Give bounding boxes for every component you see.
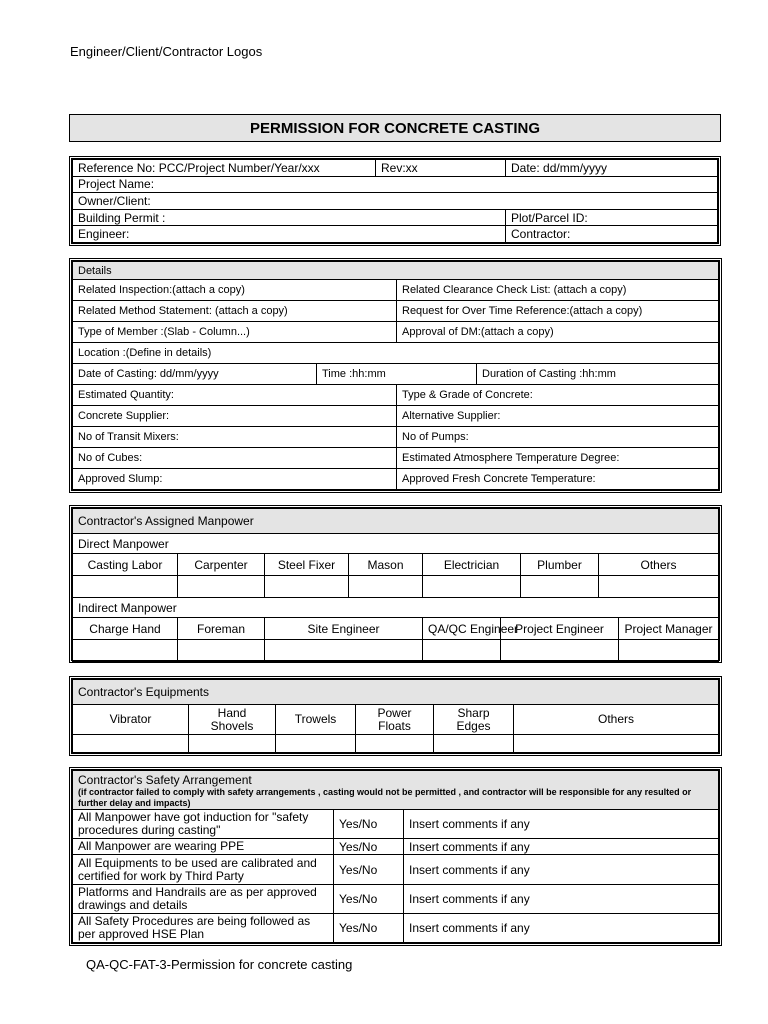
- equip-sharp-edges: Sharp Edges: [434, 705, 514, 735]
- safety-answer[interactable]: Yes/No: [334, 913, 404, 942]
- owner-client-field[interactable]: Owner/Client:: [73, 193, 718, 210]
- reference-field[interactable]: Reference No: PCC/Project Number/Year/xxx: [73, 160, 376, 177]
- equip-power-floats: Power Floats: [356, 705, 434, 735]
- equip-vibrator-count[interactable]: [73, 735, 189, 753]
- approval-dm-field[interactable]: Approval of DM:(attach a copy): [397, 322, 719, 343]
- safety-note: (if contractor failed to comply with safety arrangements , casting would not be permitted , and contractor will be responsible for any resulted or further delay and impacts): [78, 787, 692, 808]
- document-footer: QA-QC-FAT-3-Permission for concrete casting: [86, 957, 353, 972]
- safety-comment[interactable]: Insert comments if any: [404, 810, 719, 839]
- direct-manpower-label: Direct Manpower: [73, 534, 719, 554]
- approved-slump-field[interactable]: Approved Slump:: [73, 469, 397, 490]
- manpower-header: Contractor's Assigned Manpower: [73, 509, 719, 534]
- safety-answer[interactable]: Yes/No: [334, 855, 404, 884]
- indirect-qaqc-engineer: QA/QC Engineer: [423, 618, 501, 640]
- details-header: Details: [73, 262, 719, 280]
- equip-hand-shovels-count[interactable]: [189, 735, 276, 753]
- equipment-table: [69, 676, 722, 756]
- atmosphere-temp-field[interactable]: Estimated Atmosphere Temperature Degree:: [397, 448, 719, 469]
- details-table: [69, 258, 722, 493]
- date-field[interactable]: Date: dd/mm/yyyy: [506, 160, 718, 177]
- location-field[interactable]: Location :(Define in details): [73, 343, 719, 364]
- indirect-project-engineer-count[interactable]: [501, 640, 619, 662]
- indirect-qaqc-engineer-count[interactable]: [423, 640, 501, 662]
- safety-item: All Equipments to be used are calibrated and certified for work by Third Party: [73, 855, 334, 884]
- type-grade-field[interactable]: Type & Grade of Concrete:: [397, 385, 719, 406]
- safety-answer[interactable]: Yes/No: [334, 810, 404, 839]
- indirect-manpower-label: Indirect Manpower: [73, 598, 719, 618]
- related-clearance-field[interactable]: Related Clearance Check List: (attach a copy): [397, 280, 719, 301]
- indirect-project-manager-count[interactable]: [619, 640, 719, 662]
- equip-sharp-edges-count[interactable]: [434, 735, 514, 753]
- indirect-foreman-count[interactable]: [178, 640, 265, 662]
- plot-parcel-field[interactable]: Plot/Parcel ID:: [506, 209, 718, 226]
- safety-table: [69, 767, 722, 946]
- estimated-quantity-field[interactable]: Estimated Quantity:: [73, 385, 397, 406]
- direct-mason: Mason: [349, 554, 423, 576]
- project-name-field[interactable]: Project Name:: [73, 176, 718, 193]
- safety-header-cell: [73, 771, 719, 810]
- contractor-field[interactable]: Contractor:: [506, 226, 718, 243]
- direct-casting-labor-count[interactable]: [73, 576, 178, 598]
- type-of-member-field[interactable]: Type of Member :(Slab - Column...): [73, 322, 397, 343]
- related-method-field[interactable]: Related Method Statement: (attach a copy): [73, 301, 397, 322]
- equip-hand-shovels: Hand Shovels: [189, 705, 276, 735]
- direct-steel-fixer-count[interactable]: [265, 576, 349, 598]
- logos-placeholder: Engineer/Client/Contractor Logos: [70, 44, 263, 59]
- safety-header: Contractor's Safety Arrangement: [78, 773, 252, 787]
- fresh-concrete-temp-field[interactable]: Approved Fresh Concrete Temperature:: [397, 469, 719, 490]
- indirect-project-manager: Project Manager: [619, 618, 719, 640]
- safety-answer[interactable]: Yes/No: [334, 884, 404, 913]
- safety-comment[interactable]: Insert comments if any: [404, 855, 719, 884]
- indirect-project-engineer: Project Engineer: [501, 618, 619, 640]
- duration-field[interactable]: Duration of Casting :hh:mm: [477, 364, 719, 385]
- direct-others-count[interactable]: [599, 576, 719, 598]
- engineer-field[interactable]: Engineer:: [73, 226, 506, 243]
- safety-item: Platforms and Handrails are as per approved drawings and details: [73, 884, 334, 913]
- direct-casting-labor: Casting Labor: [73, 554, 178, 576]
- direct-electrician-count[interactable]: [423, 576, 521, 598]
- equip-trowels-count[interactable]: [276, 735, 356, 753]
- manpower-table: [69, 505, 722, 663]
- safety-item: All Safety Procedures are being followed as per approved HSE Plan: [73, 913, 334, 942]
- indirect-site-engineer-count[interactable]: [265, 640, 423, 662]
- direct-steel-fixer: Steel Fixer: [265, 554, 349, 576]
- transit-mixers-field[interactable]: No of Transit Mixers:: [73, 427, 397, 448]
- pumps-field[interactable]: No of Pumps:: [397, 427, 719, 448]
- direct-carpenter-count[interactable]: [178, 576, 265, 598]
- indirect-charge-hand-count[interactable]: [73, 640, 178, 662]
- concrete-supplier-field[interactable]: Concrete Supplier:: [73, 406, 397, 427]
- direct-others: Others: [599, 554, 719, 576]
- equip-power-floats-count[interactable]: [356, 735, 434, 753]
- page-title: PERMISSION FOR CONCRETE CASTING: [69, 114, 721, 142]
- building-permit-field[interactable]: Building Permit :: [73, 209, 506, 226]
- project-info-table: [69, 156, 721, 246]
- rev-field[interactable]: Rev:xx: [376, 160, 506, 177]
- safety-comment[interactable]: Insert comments if any: [404, 884, 719, 913]
- alternative-supplier-field[interactable]: Alternative Supplier:: [397, 406, 719, 427]
- cubes-field[interactable]: No of Cubes:: [73, 448, 397, 469]
- time-field[interactable]: Time :hh:mm: [317, 364, 477, 385]
- indirect-charge-hand: Charge Hand: [73, 618, 178, 640]
- direct-plumber-count[interactable]: [521, 576, 599, 598]
- direct-carpenter: Carpenter: [178, 554, 265, 576]
- safety-answer[interactable]: Yes/No: [334, 839, 404, 855]
- related-inspection-field[interactable]: Related Inspection:(attach a copy): [73, 280, 397, 301]
- safety-comment[interactable]: Insert comments if any: [404, 839, 719, 855]
- safety-item: All Manpower are wearing PPE: [73, 839, 334, 855]
- indirect-foreman: Foreman: [178, 618, 265, 640]
- direct-plumber: Plumber: [521, 554, 599, 576]
- direct-mason-count[interactable]: [349, 576, 423, 598]
- equip-vibrator: Vibrator: [73, 705, 189, 735]
- indirect-site-engineer: Site Engineer: [265, 618, 423, 640]
- overtime-request-field[interactable]: Request for Over Time Reference:(attach a copy): [397, 301, 719, 322]
- safety-comment[interactable]: Insert comments if any: [404, 913, 719, 942]
- direct-electrician: Electrician: [423, 554, 521, 576]
- safety-item: All Manpower have got induction for "safety procedures during casting": [73, 810, 334, 839]
- equip-others: Others: [514, 705, 719, 735]
- date-of-casting-field[interactable]: Date of Casting: dd/mm/yyyy: [73, 364, 317, 385]
- equip-trowels: Trowels: [276, 705, 356, 735]
- equip-others-count[interactable]: [514, 735, 719, 753]
- equipment-header: Contractor's Equipments: [73, 680, 719, 705]
